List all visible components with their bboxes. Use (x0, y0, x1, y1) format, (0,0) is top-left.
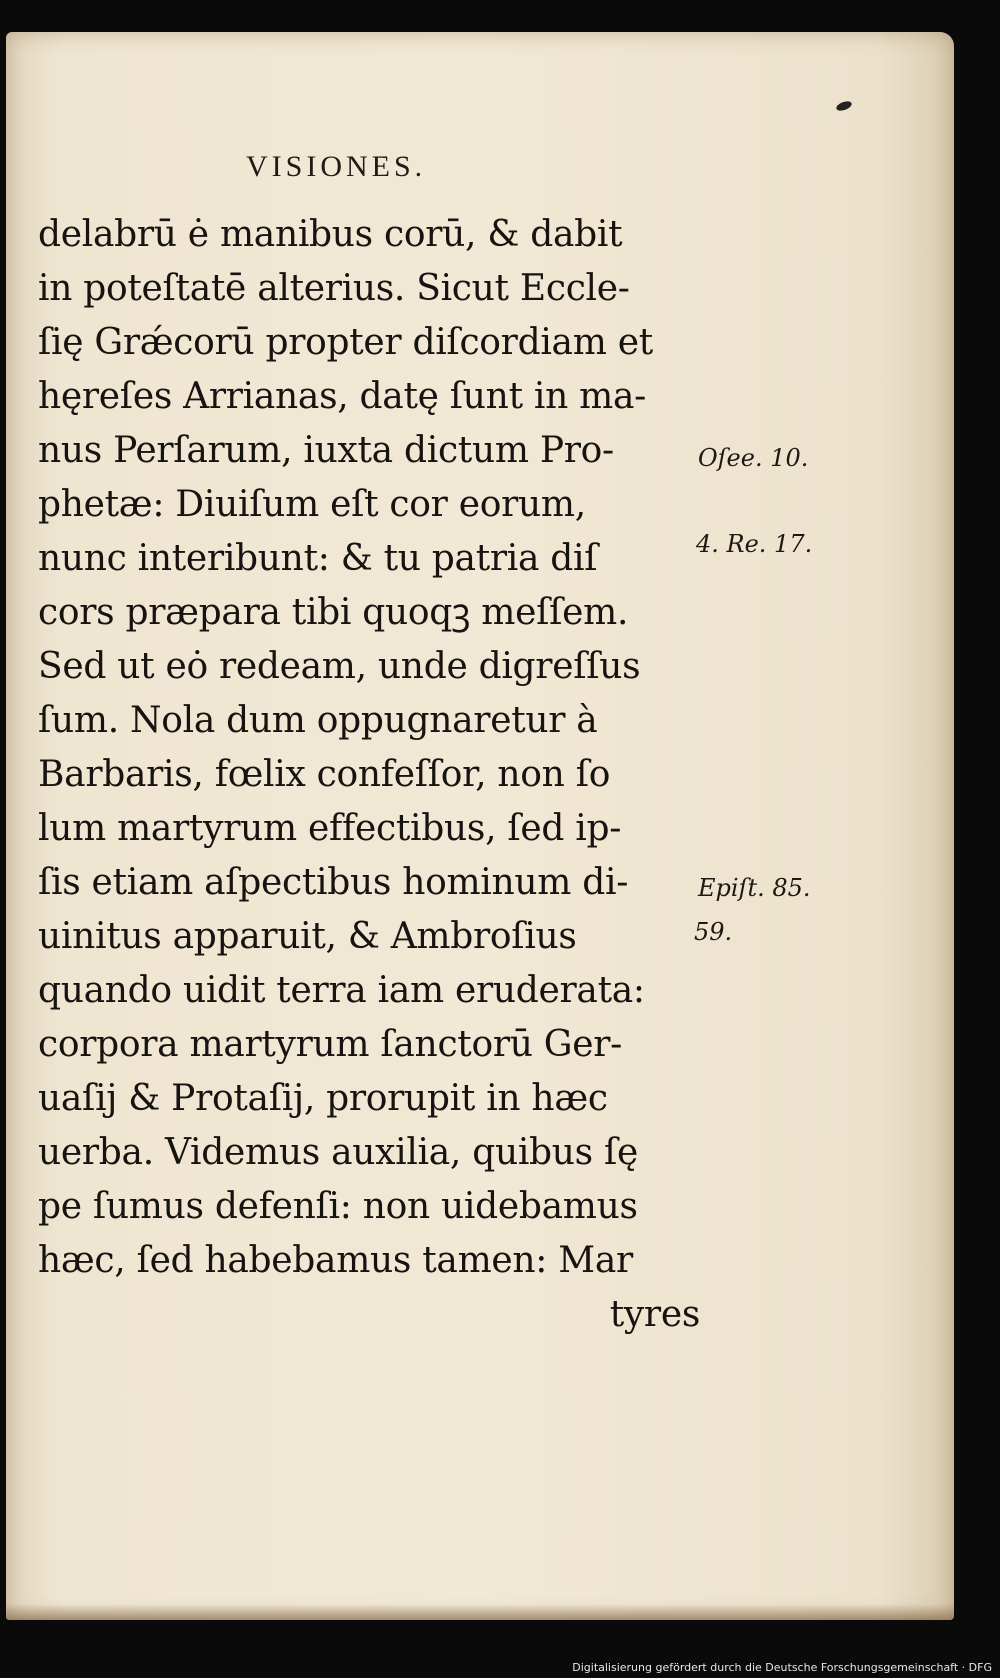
text-line: uerba. Videmus auxilia, quibus ſę (38, 1132, 639, 1173)
text-line: ſię Grǽcorū propter diſcordiam et (38, 322, 653, 363)
text-line: nus Perſarum, iuxta dictum Pro- (38, 430, 614, 471)
text-line: corpora martyrum ſanctorū Ger- (38, 1024, 623, 1065)
text-line: Barbaris, fœlix confeſſor, non ſo (38, 754, 611, 795)
book-page (6, 32, 954, 1620)
text-line: lum martyrum effectibus, ſed ip- (38, 808, 622, 849)
text-line: pe ſumus defenſi: non uidebamus (38, 1186, 638, 1227)
text-line: ſis etiam aſpectibus hominum di- (38, 862, 629, 903)
digitization-credit: Digitalisierung gefördert durch die Deutsche Forschungsgemeinschaft · DFG (572, 1661, 992, 1674)
text-line: uinitus apparuit, & Ambroſius (38, 916, 577, 957)
body-text (38, 208, 718, 1342)
marginal-note-osee: Oſee. 10. (698, 444, 809, 472)
marginal-note-number: 59. (694, 918, 733, 946)
text-line: cors præpara tibi quoqꝫ meſſem. (38, 592, 629, 633)
text-line: in poteſtatē alterius. Sicut Eccle- (38, 268, 630, 309)
text-line: uaſij & Protaſij, prorupit in hæc (38, 1078, 608, 1119)
marginal-note-reges: 4. Re. 17. (696, 530, 813, 558)
text-line: hæc, ſed habebamus tamen: Mar (38, 1240, 633, 1281)
ink-blot (835, 100, 853, 113)
text-line: delabrū ė manibus corū, & dabit (38, 214, 623, 255)
text-line: quando uidit terra iam eruderata: (38, 970, 645, 1011)
catchword: tyres (609, 1294, 700, 1335)
text-line: Sed ut eȯ redeam, unde digreſſus (38, 646, 641, 687)
text-line: ſum. Nola dum oppugnaretur à (38, 700, 598, 741)
marginal-note-epist: Epiſt. 85. (698, 874, 811, 902)
text-line: nunc interibunt: & tu patria diſ (38, 538, 598, 579)
running-head: VISIONES. (246, 150, 427, 183)
text-line: hęreſes Arrianas, datę ſunt in ma- (38, 376, 646, 417)
text-line: phetæ: Diuiſum eſt cor eorum, (38, 484, 586, 525)
